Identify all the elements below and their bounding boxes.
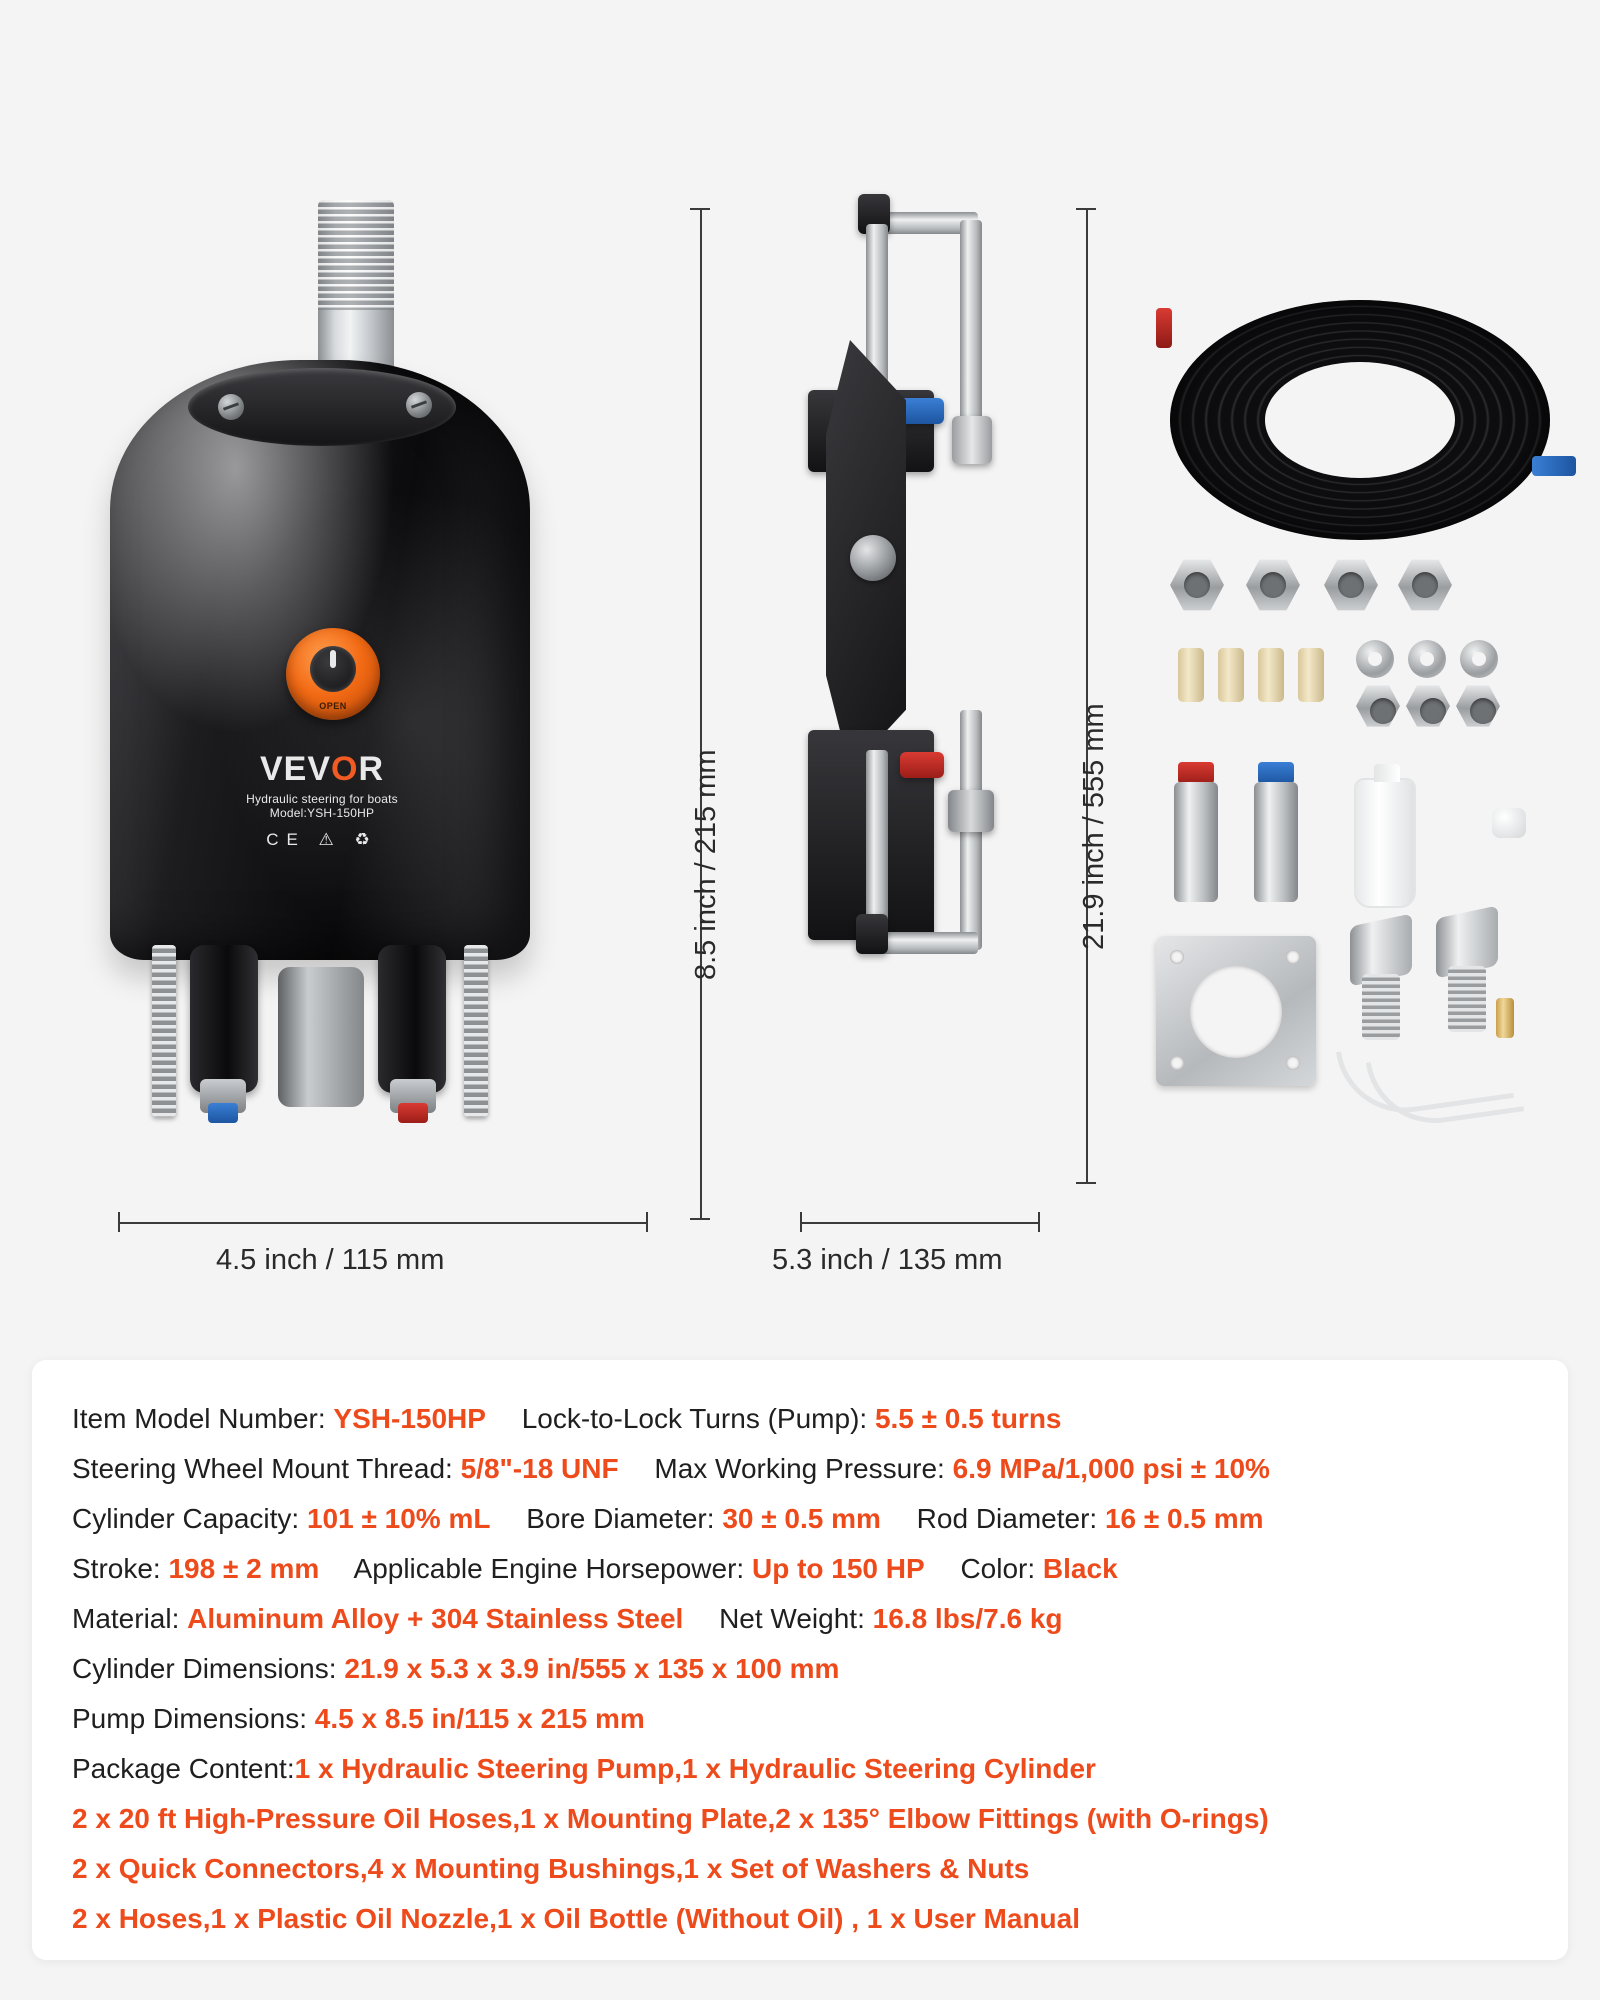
- spec-label: Net Weight:: [719, 1603, 873, 1634]
- pump-width-dimension-text: 4.5 inch / 115 mm: [216, 1244, 445, 1276]
- cylinder-bottom-nut: [948, 790, 994, 832]
- elbow-threaded-stem: [1448, 966, 1486, 1032]
- pump-screw: [406, 392, 432, 418]
- spec-value: 16.8 lbs/7.6 kg: [872, 1603, 1063, 1634]
- hex-nut: [1246, 558, 1300, 612]
- washer: [1460, 640, 1498, 678]
- elbow-fitting: [1350, 920, 1412, 1040]
- plate-hole: [1286, 1056, 1300, 1070]
- pump-mounting-bolt: [464, 945, 488, 1117]
- pump-height-dimension-text: 8.5 inch / 215 mm: [690, 749, 722, 980]
- pump-port: [390, 1079, 436, 1113]
- spec-value: 30 ± 0.5 mm: [722, 1503, 881, 1534]
- plastic-oil-nozzle-cap: [1492, 808, 1526, 838]
- mounting-bushing: [1298, 648, 1324, 702]
- pump-center-shaft: [278, 967, 364, 1107]
- cylinder-tube-nut: [952, 416, 992, 464]
- spec-row: [72, 1644, 1528, 1694]
- spec-label: Color:: [960, 1553, 1043, 1584]
- connector-body: [1174, 782, 1218, 902]
- spec-label: Applicable Engine Horsepower:: [353, 1553, 752, 1584]
- quick-connector-red: [1174, 762, 1218, 902]
- spec-value: 21.9 x 5.3 x 3.9 in/555 x 135 x 100 mm: [344, 1653, 840, 1684]
- cylinder-pivot-bolt: [850, 535, 896, 581]
- spec-value: Black: [1042, 1553, 1118, 1584]
- hex-nut: [1456, 684, 1500, 728]
- spec-value: 198 ± 2 mm: [168, 1553, 320, 1584]
- spec-label: Bore Diameter:: [526, 1503, 723, 1534]
- spec-value: 16 ± 0.5 mm: [1104, 1503, 1264, 1534]
- certification-marks: CE ⚠ ♻: [266, 830, 378, 849]
- mounting-bushing: [1218, 648, 1244, 702]
- connector-body: [1254, 782, 1298, 902]
- package-content-row: 2 x Hoses,1 x Plastic Oil Nozzle,1 x Oil Bottle (Without Oil) , 1 x User Manual: [72, 1903, 1080, 1934]
- washer: [1408, 640, 1446, 678]
- quick-connector-blue: [1254, 762, 1298, 902]
- spec-label: Item Model Number:: [72, 1403, 334, 1434]
- specifications-panel: [32, 1360, 1568, 1960]
- connector-red-band: [1178, 762, 1214, 784]
- dimension-cap: [1038, 1212, 1040, 1232]
- pump-port-cylinder: [190, 945, 258, 1093]
- spec-row: [72, 1494, 1528, 1544]
- pump-lock-knob: [286, 628, 380, 720]
- cylinder-height-dimension-text: 21.9 inch / 555 mm: [1078, 703, 1110, 950]
- spec-label: Cylinder Capacity:: [72, 1503, 307, 1534]
- connector-blue-band: [1258, 762, 1294, 784]
- brand-text: VEVOR: [259, 750, 385, 788]
- package-content-row: [72, 1744, 1528, 1794]
- pump-port-cylinder: [378, 945, 446, 1093]
- pump-height-dimension-line: [700, 208, 702, 1220]
- pump-mounting-bolt: [152, 945, 176, 1117]
- spec-value: Up to 150 HP: [751, 1553, 925, 1584]
- pump-screw: [218, 394, 244, 420]
- high-pressure-hose-coil: [1170, 300, 1550, 540]
- spec-label: Rod Diameter:: [916, 1503, 1105, 1534]
- cylinder-width-dimension-line: [800, 1222, 1040, 1224]
- accessories-group: [1140, 300, 1580, 1200]
- pump-brand-label: [222, 752, 422, 850]
- hex-nut: [1170, 558, 1224, 612]
- cylinder-blue-fitting: [900, 398, 944, 424]
- spec-row: [72, 1594, 1528, 1644]
- pump-knob-inner: [310, 646, 356, 692]
- blue-port-cap: [208, 1103, 238, 1123]
- elbow-threaded-stem: [1362, 974, 1400, 1040]
- elbow-fitting: [1436, 912, 1498, 1032]
- spec-row: [72, 1394, 1528, 1444]
- package-content-row: 2 x Quick Connectors,4 x Mounting Bushings,1 x Set of Washers & Nuts: [72, 1853, 1030, 1884]
- hex-nut: [1398, 558, 1452, 612]
- cylinder-height-dimension-line: [1086, 208, 1088, 1184]
- spec-label: Cylinder Dimensions:: [72, 1653, 345, 1684]
- hose-red-end: [1156, 308, 1172, 348]
- spec-label: Pump Dimensions:: [72, 1703, 315, 1734]
- package-content-label: Package Content:: [72, 1753, 295, 1784]
- plate-hole: [1286, 950, 1300, 964]
- spec-value: YSH-150HP: [333, 1403, 486, 1434]
- hex-nut: [1356, 684, 1400, 728]
- washer: [1356, 640, 1394, 678]
- pump-underside: [130, 945, 510, 1145]
- cylinder-bottom-fitting: [856, 914, 888, 954]
- pump-shaft-threads: [318, 200, 394, 310]
- dimension-cap: [1076, 1182, 1096, 1184]
- pump-width-dimension-line: [118, 1222, 648, 1224]
- mounting-plate: [1156, 936, 1316, 1086]
- dimension-cap: [800, 1212, 802, 1232]
- package-content-row: 2 x 20 ft High-Pressure Oil Hoses,1 x Mounting Plate,2 x 135° Elbow Fittings (with O-rings): [72, 1803, 1269, 1834]
- spec-value: 6.9 MPa/1,000 psi ± 10%: [952, 1453, 1270, 1484]
- spec-label: Stroke:: [72, 1553, 169, 1584]
- spec-row: [72, 1694, 1528, 1744]
- dimension-cap: [1076, 208, 1096, 210]
- mounting-bushing: [1178, 648, 1204, 702]
- dimension-cap: [690, 208, 710, 210]
- pump-port: [200, 1079, 246, 1113]
- dimension-cap: [690, 1218, 710, 1220]
- pump-housing: [110, 360, 530, 960]
- spec-label: Material:: [72, 1603, 188, 1634]
- mounting-bushing: [1258, 648, 1284, 702]
- spec-label: Steering Wheel Mount Thread:: [72, 1453, 461, 1484]
- dimension-cap: [646, 1212, 648, 1232]
- label-line-2: Model:YSH-150HP: [269, 806, 375, 820]
- hose-blue-end: [1532, 456, 1576, 476]
- spec-value: 5/8"-18 UNF: [460, 1453, 619, 1484]
- spec-value: 5.5 ± 0.5 turns: [874, 1403, 1062, 1434]
- hydraulic-steering-cylinder-image: [770, 190, 1070, 1260]
- spec-row: [72, 1544, 1528, 1594]
- spec-value: 4.5 x 8.5 in/115 x 215 mm: [314, 1703, 645, 1734]
- spec-label: Max Working Pressure:: [654, 1453, 953, 1484]
- red-port-cap: [398, 1103, 428, 1123]
- pump-knob-open-label: OPEN: [319, 701, 347, 711]
- plate-hole: [1170, 950, 1184, 964]
- cylinder-rod-lower: [866, 750, 888, 940]
- plate-hole: [1170, 1056, 1184, 1070]
- spec-row: [72, 1444, 1528, 1494]
- spec-value: 101 ± 10% mL: [306, 1503, 491, 1534]
- hydraulic-steering-pump-image: [70, 190, 630, 1260]
- spec-label: Lock-to-Lock Turns (Pump):: [521, 1403, 875, 1434]
- oil-bottle: [1354, 778, 1416, 908]
- dimension-cap: [118, 1212, 120, 1232]
- package-content-line: 1 x Hydraulic Steering Pump,1 x Hydraulic Steering Cylinder: [294, 1753, 1096, 1784]
- label-line-1: Hydraulic steering for boats: [246, 792, 398, 806]
- cylinder-red-fitting: [900, 752, 944, 778]
- spec-value: Aluminum Alloy + 304 Stainless Steel: [187, 1603, 684, 1634]
- cylinder-width-dimension-text: 5.3 inch / 135 mm: [772, 1244, 1003, 1276]
- hex-nut: [1406, 684, 1450, 728]
- hex-nut: [1324, 558, 1378, 612]
